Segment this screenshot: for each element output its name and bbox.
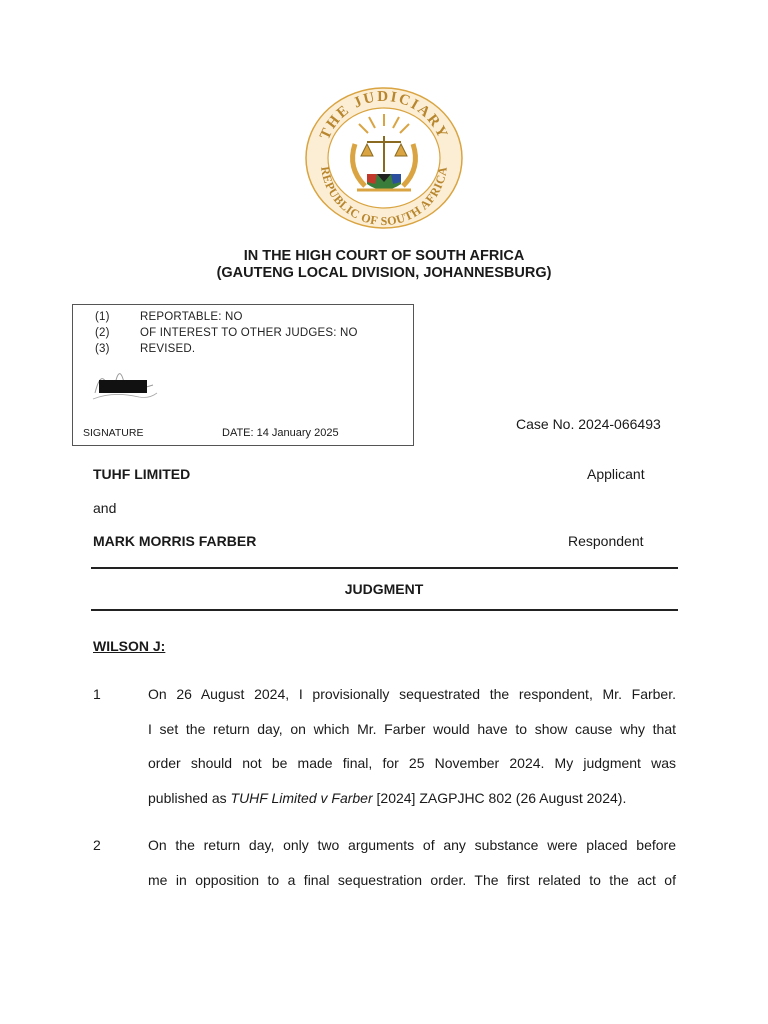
status-item-text: REPORTABLE: NO [140, 311, 243, 323]
judge-name: WILSON J: [93, 638, 166, 654]
citation-suffix: [2024] ZAGPJHC 802 (26 August 2024). [372, 790, 627, 806]
signature-image [91, 363, 161, 403]
paragraph-line: On 26 August 2024, I provisionally sequestrated the respondent, Mr. Farber. [148, 686, 676, 702]
case-number: Case No. 2024-066493 [516, 416, 661, 432]
status-item-text: OF INTEREST TO OTHER JUDGES: NO [140, 327, 358, 339]
status-item-number: (1) [95, 311, 110, 323]
paragraph-line: On the return day, only two arguments of any substance were placed before [148, 837, 676, 853]
judgment-heading: JUDGMENT [344, 581, 424, 597]
seal-text-top: THE JUDICIARY [317, 88, 451, 143]
case-citation: TUHF Limited v Farber [230, 790, 373, 806]
status-item-text: REVISED. [140, 343, 196, 355]
court-name: IN THE HIGH COURT OF SOUTH AFRICA [243, 248, 525, 264]
applicant-role: Applicant [587, 466, 645, 482]
paragraph-line: me in opposition to a final sequestration order. The first related to the act of [148, 872, 676, 888]
date-label: DATE: 14 January 2025 [222, 427, 339, 439]
seal-text-bottom: REPUBLIC OF SOUTH AFRICA [318, 165, 450, 229]
respondent-role: Respondent [568, 533, 644, 549]
paragraph-line-citation [148, 790, 676, 806]
respondent-name: MARK MORRIS FARBER [93, 533, 257, 549]
paragraph-number: 2 [93, 837, 101, 853]
citation-prefix: published as [148, 790, 231, 806]
court-division: (GAUTENG LOCAL DIVISION, JOHANNESBURG) [216, 265, 552, 281]
reportable-status-box [72, 304, 414, 446]
signature-label: SIGNATURE [83, 427, 144, 439]
paragraph-line: I set the return day, on which Mr. Farber would have to show cause why that [148, 721, 676, 737]
status-item-number: (2) [95, 327, 110, 339]
paragraph-line: order should not be made final, for 25 November 2024. My judgment was [148, 755, 676, 771]
judiciary-seal [303, 86, 465, 230]
party-conjunction: and [93, 500, 117, 516]
redaction-block [99, 380, 147, 393]
divider-top [91, 567, 678, 569]
applicant-name: TUHF LIMITED [93, 466, 191, 482]
status-item-number: (3) [95, 343, 110, 355]
divider-bottom [91, 609, 678, 611]
paragraph-number: 1 [93, 686, 101, 702]
